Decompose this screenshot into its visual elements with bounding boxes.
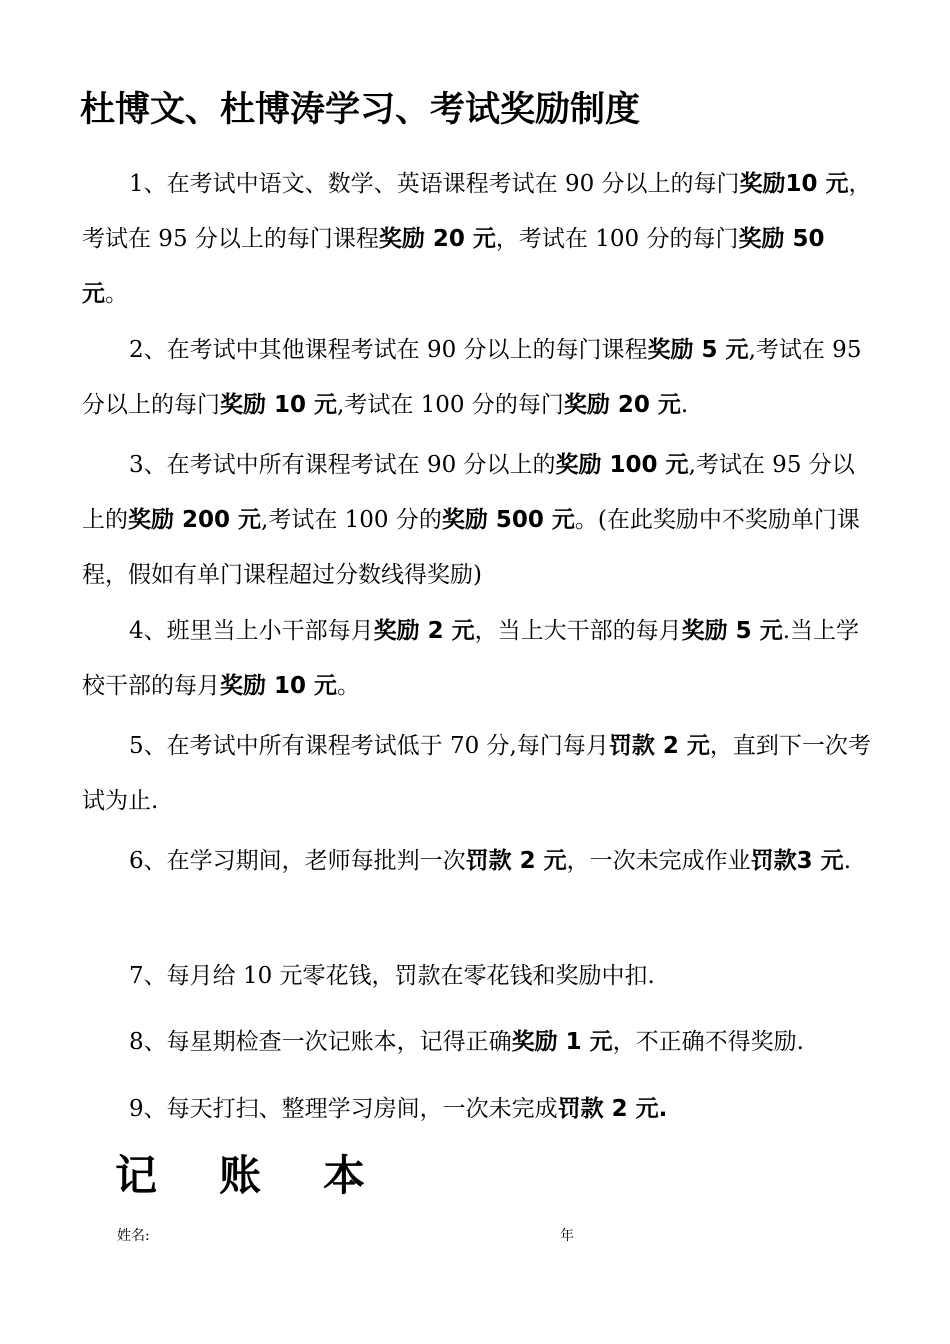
rule-8 — [82, 1015, 872, 1070]
rule-text: 。 — [105, 281, 128, 307]
reward-amount: 奖励 10 元 — [220, 392, 338, 418]
rule-1 — [82, 157, 872, 322]
rule-text: ，考试在 100 分的每门 — [495, 226, 739, 252]
rule-text: 7、每月给 10 元零花钱，罚款在零花钱和奖励中扣. — [129, 963, 655, 989]
rule-5 — [82, 719, 872, 829]
reward-amount: 奖励 20 元 — [563, 392, 681, 418]
rule-text: . — [680, 392, 689, 418]
rule-text: 8、每星期检查一次记账本，记得正确 — [129, 1029, 512, 1055]
rule-text: 3、在考试中所有课程考试在 90 分以上的 — [129, 452, 556, 478]
rule-text: 1、在考试中语文、数学、英语课程考试在 90 分以上的每门 — [129, 171, 740, 197]
reward-amount: 奖励 5 元 — [647, 337, 749, 363]
rule-text: .当上学校干部的每月 — [82, 618, 860, 699]
ledger-title: 记账本 — [115, 1151, 428, 1200]
reward-amount: 奖励 5 元 — [681, 618, 783, 644]
rule-text: 4、班里当上小干部每月 — [129, 618, 374, 644]
page-title: 杜博文、杜博涛学习、考试奖励制度 — [80, 90, 641, 130]
rule-text: . — [843, 848, 851, 874]
rule-text: ,考试在 100 分的每门 — [337, 392, 564, 418]
rule-text: 6、在学习期间，老师每批判一次 — [129, 848, 466, 874]
rule-text: ，不正确不得奖励. — [612, 1029, 804, 1055]
penalty-amount: 罚款 2 元. — [557, 1096, 668, 1122]
reward-amount: 奖励 10 元 — [220, 673, 338, 699]
name-label: 姓名: — [117, 1228, 150, 1244]
rule-text: ，一次未完成作业 — [566, 848, 751, 874]
rule-text: ，当上大干部的每月 — [474, 618, 682, 644]
rule-text: ,考试在 95 分以上的 — [82, 452, 855, 533]
rule-3 — [82, 438, 872, 603]
rule-6 — [82, 834, 872, 889]
penalty-amount: 罚款 2 元 — [608, 733, 710, 759]
rule-text: 2、在考试中其他课程考试在 90 分以上的每门课程 — [129, 337, 648, 363]
reward-amount: 奖励 1 元 — [511, 1029, 613, 1055]
rule-text: ，考试在 95 分以上的每门课程 — [82, 171, 872, 252]
reward-amount: 奖励 100 元 — [555, 452, 689, 478]
reward-amount: 奖励 2 元 — [373, 618, 475, 644]
penalty-amount: 罚款 2 元 — [465, 848, 567, 874]
year-label: 年 — [560, 1228, 574, 1244]
rule-9 — [82, 1082, 872, 1137]
rule-text: ，直到下一次考试为止. — [82, 733, 871, 814]
rule-text: ,考试在 95 分以上的每门 — [82, 337, 862, 418]
rule-text: 9、每天打扫、整理学习房间，一次未完成 — [129, 1096, 558, 1122]
reward-amount: 奖励 500 元 — [441, 507, 575, 533]
reward-amount: 奖励10 元 — [739, 171, 849, 197]
rule-4 — [82, 604, 872, 714]
rule-text: 。(在此奖励中不奖励单门课程，假如有单门课程超过分数线得奖励) — [82, 507, 860, 588]
penalty-amount: 罚款3 元 — [750, 848, 844, 874]
rule-2 — [82, 323, 872, 433]
reward-amount: 奖励 50 元 — [82, 226, 825, 307]
reward-amount: 奖励 200 元 — [128, 507, 262, 533]
reward-amount: 奖励 20 元 — [378, 226, 496, 252]
rule-text: 5、在考试中所有课程考试低于 70 分,每门每月 — [129, 733, 609, 759]
rule-text: ,考试在 100 分的 — [261, 507, 442, 533]
rule-7 — [82, 949, 872, 1004]
rule-text: 。 — [337, 673, 361, 699]
